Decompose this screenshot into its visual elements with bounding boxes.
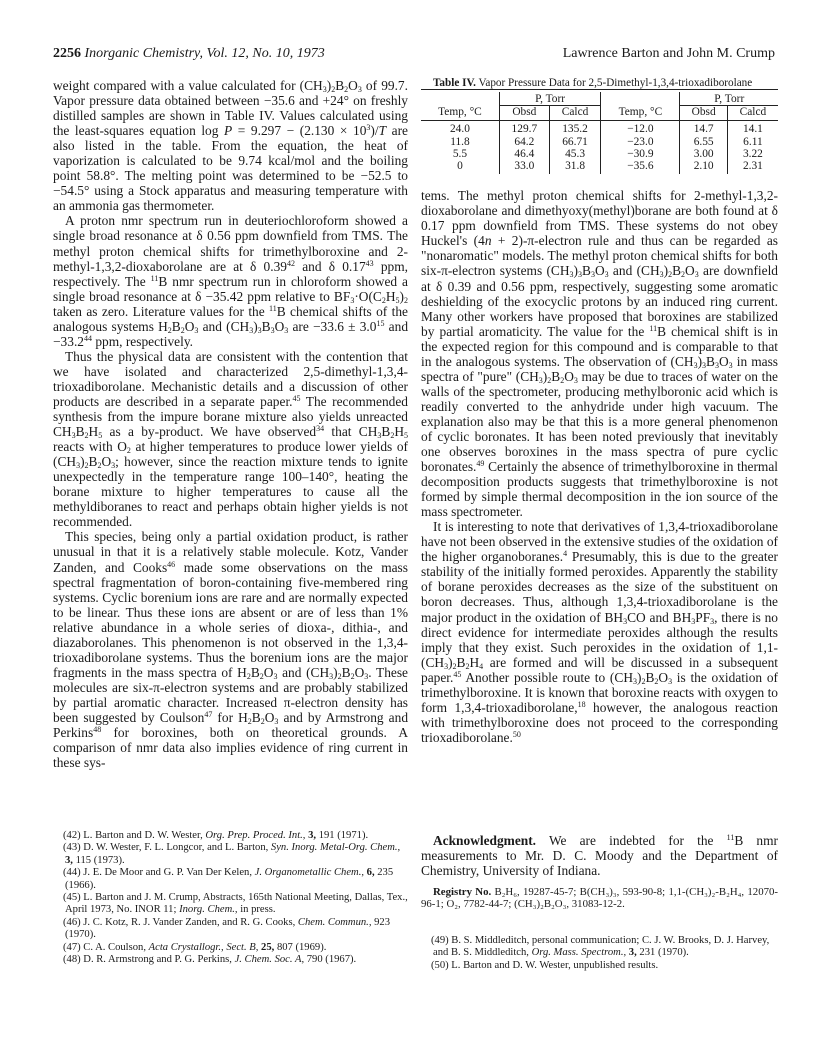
column-header: Obsd [680,106,727,121]
table-cell: 6.55 [680,136,727,148]
table-cell: 0 [421,160,499,174]
column-header: Temp, °C [601,106,680,121]
registry-numbers [421,886,778,911]
table-cell: 14.1 [742,123,763,136]
paragraph: Registry No. B₂H₆, 19287-45-7; B(CH₃)₃, 593-90-8; 1,1-(CH₃)₂-B₂H₄, 12070-96-1; O₂, 7782-44-7; (CH₃)₂B₂O₃, 31083-12-2. [421,886,778,911]
table-cell: 24.0 [421,121,499,136]
table-cell: 33.0 [499,160,549,174]
footnote: (48) D. R. Armstrong and P. G. Perkins, J. Chem. Soc. A, 790 (1967). [63,954,357,966]
vapor-pressure-table [421,89,778,174]
table-cell: −23.0 [601,136,680,148]
table-cell: 6.11 [743,135,763,148]
table-cell: 31.8 [549,160,600,174]
table-cell: 11.8 [421,136,499,148]
column-header: Calcd [727,106,778,121]
table-cell: 2.31 [742,160,763,173]
footnote: (49) B. S. Middleditch, personal communication; C. J. W. Brooks, D. J. Harvey, and B. S. Middleditch, Org. Mass. Spectrom., 3, 231 (1970). [431,935,770,959]
table-title [421,77,778,89]
registry-heading: Registry No. [433,886,492,898]
table-row [421,136,778,148]
footnote: (44) J. E. De Moor and G. P. Van Der Kelen, J. Organometallic Chem., 6, 235 (1966). [63,867,394,891]
table-row [421,160,778,174]
table-cell: 3.00 [680,148,727,160]
table-cell: −35.6 [601,160,680,174]
table-cell: 2.10 [680,160,727,174]
column-header: Obsd [499,106,549,121]
acknowledgment [421,833,778,878]
acknowledgment-heading: Acknowledgment. [433,833,537,848]
table-caption: Vapor Pressure Data for 2,5-Dimethyl-1,3,4-trioxadiborolane [478,77,753,89]
column-header: Calcd [549,106,600,121]
footnote: (42) L. Barton and D. W. Wester, Org. Prep. Proced. Int., 3, 191 (1971). [63,830,369,841]
paragraph: weight compared with a value calculated for $(CH_3)_2B_2O_3$ of 99.7. Vapor pressure data obtained between −35.6 and +24° on freshly distilled samples are shown in Table IV. Values calculated using the least-squares equation $\log P = 9.297 - (2.130 \times 10^3)/T$ are also listed in the table. From the equation, the heat of vaporization is calculated to be 9.74 kcal/mol and the boiling point 58.8°. The melting point was determined to be −52.5 to −54.5° using a Stock apparatus and measuring temperature with an ammonia gas thermometer. [53,78,408,214]
table-cell: 3.22 [742,147,763,160]
right-column [421,77,778,745]
paragraph: Thus the physical data are consistent with the contention that we have isolated and characterized 2,5-dimethyl-1,3,4-trioxadiborolane. Mechanistic details and a discussion of other products are described in a separate paper.$^{45}$ The recommended synthesis from the impure borane mixture also yields unreacted $CH_3B_2H_5$ as a by-product. We have observed$^{34}$ that $CH_3B_2H_5$ reacts with $O_2$ at higher temperatures to produce lower yields of $(CH_3)_2B_2O_3$; however, since the reaction mixture tends to ignite unexpectedly in the temperature range 100–140°, heating the borane mixture to higher temperatures to cause all the methyldiboranes to react and perhaps obtain higher yields is not recommended. [53,348,408,530]
left-column [53,78,408,770]
footnote: (46) J. C. Kotz, R. J. Vander Zanden, and R. G. Cooks, Chem. Commun., 923 (1970). [63,916,391,941]
paragraph: Acknowledgment. We are indebted for the $^{11}$B nmr measurements to Mr. D. C. Moody and the Department of Chemistry, University of Indiana. [421,833,778,879]
table-cell: 129.7 [499,121,549,136]
journal-citation: Inorganic Chemistry, Vol. 12, No. 10, 1973 [84,46,325,61]
table-cell: −12.0 [601,121,680,136]
group-header: P, Torr [680,92,778,106]
paragraph: It is interesting to note that derivatives of 1,3,4-trioxadiborolane have not been observed in the extensive studies of the oxidation of the higher organoboranes.$^4$ Presumably, this is due to the greater stability of the initially formed peroxides. Apparently the stability of borane peroxides decreases as the size of the substituent on boron decreases. Thus, although 1,3,4-trioxadiborolane is the major product in the oxidation of $BH_3CO$ and $BH_3PF_3$, there is no direct evidence for intermediate peroxides although the results imply that they exist. Such peroxides in the oxidation of $1,1-(CH_3)_2B_2H_4$ are formed and will be discussed in a subsequent paper.$^{45}$ Another possible route to $(CH_3)_2B_2O_3$ is the oxidation of trimethylboroxine. It is known that boroxine reacts with oxygen to form 1,3,4-trioxadiborolane,$^{18}$ however, the analogous reaction with trimethylboroxine does not proceed to the corresponding trioxadiborolane.$^{50}$ [421,519,779,745]
group-header: P, Torr [499,92,600,106]
table-cell: 66.71 [549,136,600,148]
table-cell: 5.5 [421,148,499,160]
page-number: 2256 [53,46,81,61]
table-cell: 64.2 [499,136,549,148]
table-cell: 46.4 [499,148,549,160]
table-row [421,121,778,136]
footnote: (47) C. A. Coulson, Acta Crystallogr., Sect. B, 25, 807 (1969). [63,941,327,953]
table-cell: 45.3 [549,148,600,160]
column-header: Temp, °C [421,106,499,121]
running-header [53,46,775,66]
footnote: (43) D. W. Wester, F. L. Longcor, and L. Barton, Syn. Inorg. Metal-Org. Chem., 3, 115 (1973). [63,842,401,866]
table-cell: −30.9 [601,148,680,160]
table-row [421,148,778,160]
footnotes-left [53,830,408,966]
footnote: (45) L. Barton and J. M. Crump, Abstracts, 165th National Meeting, Dallas, Tex., April 1973, No. INOR 11; Inorg. Chem., in press. [63,892,408,916]
table-label: Table IV. [433,77,476,89]
header-left [53,46,325,62]
paragraph: A proton nmr spectrum run in deuteriochloroform showed a single broad resonance at δ 0.56 ppm downfield from TMS. The methyl proton chemical shifts for trimethylboroxine and 2-methyl-1,3,2-dioxaborolane are at δ 0.39$^{42}$ and δ 0.17$^{43}$ ppm, respectively. The $^{11}$B nmr spectrum run in chloroform showed a single broad resonance at δ −35.42 ppm relative to $BF_3\cdot O(C_2H_5)_2$ taken as zero. Literature values for the $^{11}$B chemical shifts of the analogous systems $H_2B_2O_3$ and $(CH_3)_3B_3O_3$ are $-33.6 \pm 3.0^{15}$ and $-33.2^{44}$ ppm, respectively. [53,213,409,349]
table-iv [421,77,778,174]
table-cell: 14.7 [680,121,727,136]
table-cell: 135.2 [549,121,600,136]
footnotes-right [421,935,778,972]
paragraph: This species, being only a partial oxidation product, is rather unusual in that it is a relatively stable molecule. Kotz, Vander Zanden, and Cooks$^{46}$ made some observations on the mass spectral fragmentation of boron-containing five-membered ring systems. Cyclic borenium ions are rare and are normally expected to be linear. Thus these ions are absent or are of less than 1% relative abundance in a whole series of dioxa-, dithia-, and diazaborolanes. This phenomenon is not observed in the 1,3,4-trioxadiborolane systems. Thus the borenium ions are the major fragments in the mass spectra of $H_2B_2O_3$ and $(CH_3)_2B_2O_3$. These molecules are six-π-electron systems and are probably stabilized by partial aromatic character. Increased π-electron density has been suggested by Coulson$^{47}$ for $H_2B_2O_3$ and by Armstrong and Perkins$^{48}$ for boroxines, both on theoretical grounds. A comparison of nmr data also implies evidence of ring current in these sys- [53,529,409,771]
footnote: (50) L. Barton and D. W. Wester, unpublished results. [431,959,659,971]
header-authors: Lawrence Barton and John M. Crump [562,46,775,61]
paragraph: tems. The methyl proton chemical shifts for 2-methyl-1,3,2-dioxaborolane and dimethyoxy(methyl)borane are both found at δ 0.17 ppm downfield from TMS. These systems do not obey Huckel's (4n + 2)-π-electron rule and thus can be regarded as "nonaromatic" models. The methyl proton chemical shifts for both six-π-electron systems $(CH_3)_3B_3O_3$ and $(CH_3)_2B_2O_3$ are downfield at δ 0.39 and 0.56 ppm, respectively, suggesting some aromatic deshielding of the exocyclic protons by an induced ring current. Many other workers have proposed that boroxines are stabilized by partial aromaticity. The value for the $^{11}$B chemical shift is in the expected region for this compound and is comparable to that in the analogous systems. The observation of $(CH_3)_3B_3O_3$ in mass spectra of "pure" $(CH_3)_2B_2O_3$ may be due to traces of water on the walls of the spectrometer, producing methylboronic acid which is readily converted to the anhydride under high vacuum. The explanation also may be that this is a more general phenomenon of cyclic boronates. It has been noted previously that inevitably one observes boroxines in the mass spectra of pure cyclic boronates.$^{49}$ Certainly the absence of trimethylboroxine in thermal decomposition products suggests that trimethylboroxine is not formed by simple thermal decomposition in the ion source of the mass spectrometer. [421,188,778,520]
